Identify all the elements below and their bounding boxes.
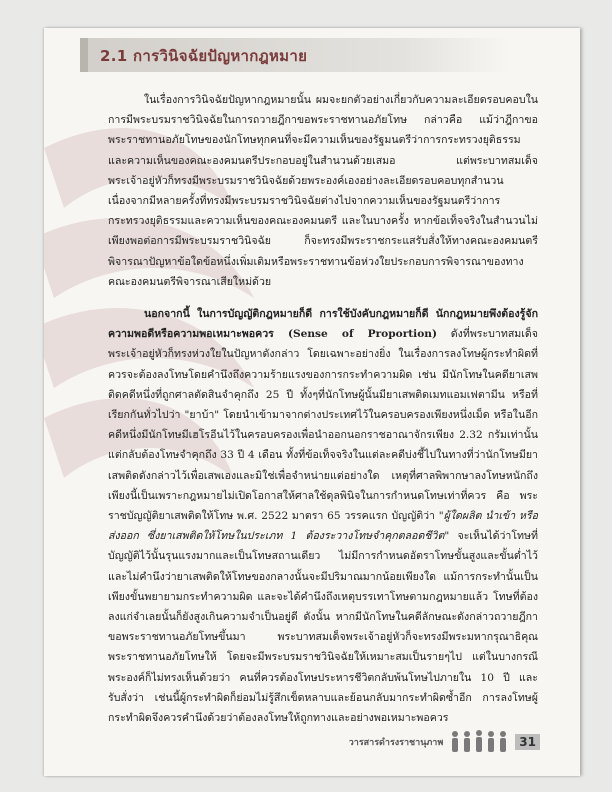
law-quote: "ผู้ใดผลิต นำเข้า หรือส่งออก ซึ่งยาเสพติดให้โทษในประเภท 1 ต้องระวางโทษจำคุกตลอดชีวิต" xyxy=(108,510,539,543)
paragraph-2-part-b: จะเห็นได้ว่าโทษที่บัญญัติไว้นั้นรุนแรงมากและเป็นโทษสถานเดียว ไม่มีการกำหนดอัตราโทษขั้นสูงและขั้นต่ำไว้ และไม่คำนึงว่ายาเสพติดให้โทษของกลางนั้นจะมีปริมาณมากน้อยเพียงใด แม้การกระทำนั้นเป็นเพียงขั้นพยายามกระทำความผิด และจะได้คำนึงถึงเหตุบรรเทาโทษตามกฎหมายแล้ว โทษที่ต้องลงแก่จำเลยนั้นก็ยังสูงเกินความจำเป็นอยู่ดี ดังนั้น หากมีนักโทษในคดีลักษณะดังกล่าวถวายฎีกาขอพระราชทานอภัยโทษขึ้นมา พระบาทสมเด็จพระเจ้าอยู่หัวก็จะทรงมีพระมหากรุณาธิคุณพระราชทานอภัยโทษให้ โดยจะมีพระบรมราชวินิจฉัยให้เหมาะสมเป็นรายๆไป แต่ในบางกรณีพระองค์ก็ไม่ทรงเห็นด้วยว่า คนที่ควรต้องโทษประหารชีวิตกลับพ้นโทษไปภายใน 10 ปี และรับสั่งว่า เช่นนี้ผู้กระทำผิดก็ย่อมไม่รู้สึกเข็ดหลาบและย้อนกลับมากระทำผิดซ้ำอีก การลงโทษผู้กระทำผิดจึงควรคำนึงด้วยว่าต้องลงโทษให้ถูกทางและอย่างพอเหมาะพอควร xyxy=(108,530,538,725)
paragraph-2-part-a: ดังที่พระบาทสมเด็จพระเจ้าอยู่หัวก็ทรงห่วงใยในปัญหาดังกล่าว โดยเฉพาะอย่างยิ่ง ในเรื่องการลงโทษผู้กระทำผิดที่ควรจะต้องลงโทษโดยคำนึงถึงความร้ายแรงของการกระทำความผิด เช่น มีนักโทษในคดียาเสพติดคดีหนึ่งที่ถูกศาลตัดสินจำคุกถึง 25 ปี ทั้งๆที่นักโทษผู้นั้นมียาเสพติดเมทแอมเฟตามีน หรือที่เรียกกันทั่วไปว่า "ยาบ้า" โดยนำเข้ามาจากต่างประเทศไว้ในครอบครองเพียงหนึ่งเม็ด หรือในอีกคดีหนึ่งมีนักโทษมีเฮโรอีนไว้ในครอบครองเพื่อนำออกนอกราชอาณาจักรเพียง 2.32 กรัมเท่านั้น แต่กลับต้องโทษจำคุกถึง 33 ปี 4 เดือน ทั้งที่ข้อเท็จจริงในแต่ละคดีบ่งชี้ไปในทางที่ว่านักโทษมียาเสพติดดังกล่าวไว้เพื่อเสพเองและมิใช่เพื่อจำหน่ายแต่อย่างใด เหตุที่ศาลพิพากษาลงโทษหนักถึงเพียงนี้เป็นเพราะกฎหมายไม่เปิดโอกาสให้ศาลใช้ดุลพินิจในการกำหนดโทษเท่าที่ควร คือ พระราชบัญญัติยาเสพติดให้โทษ พ.ศ. 2522 มาตรา 65 วรรคแรก บัญญัติว่า xyxy=(108,328,538,523)
page-footer xyxy=(349,728,540,756)
journal-name: วารสารดำรงราชานุภาพ xyxy=(348,738,444,748)
section-title: 2.1 การวินิจฉัยปัญหากฎหมาย xyxy=(100,47,308,65)
paragraph-2 xyxy=(108,304,538,728)
body-text xyxy=(108,90,538,740)
people-group-icon xyxy=(449,729,513,755)
page-number: 31 xyxy=(515,734,540,750)
document-page xyxy=(44,28,580,776)
paragraph-2-lead: นอกจากนี้ ในการบัญญัติกฎหมายก็ดี การใช้บังคับกฎหมายก็ดี นักกฎหมายพึงต้องรู้จักความพอดีหรือความพอเหมาะพอควร (Sense of Proportion) xyxy=(108,308,538,341)
paragraph-1: ในเรื่องการวินิจฉัยปัญหากฎหมายนั้น ผมจะยกตัวอย่างเกี่ยวกับความละเอียดรอบคอบในการมีพระบรมราชวินิจฉัยในการถวายฎีกาขอพระราชทานอภัยโทษ กล่าวคือ แม้ว่าฎีกาขอพระราชทานอภัยโทษของนักโทษทุกคนที่จะมีความเห็นของรัฐมนตรีว่าการกระทรวงยุติธรรมและความเห็นของคณะองคมนตรีประกอบอยู่ในสำนวนด้วยเสมอ แต่พระบาทสมเด็จพระเจ้าอยู่หัวก็ทรงมีพระบรมราชวินิจฉัยด้วยพระองค์เองอย่างละเอียดรอบคอบทุกสำนวน เนื่องจากมีหลายครั้งที่ทรงมีพระบรมราชวินิจฉัยต่างไปจากความเห็นของรัฐมนตรีว่าการกระทรวงยุติธรรมและความเห็นของคณะองคมนตรี และในบางครั้ง หากข้อเท็จจริงในสำนวนไม่เพียงพอต่อการมีพระบรมราชวินิจฉัย ก็จะทรงมีพระราชกระแสรับสั่งให้ทางคณะองคมนตรีพิจารณาปัญหาข้อใดข้อหนึ่งเพิ่มเติมหรือพระราชทานข้อห่วงใยประกอบการพิจารณาของทางคณะองคมนตรีพิจารณาเสียใหม่ด้วย xyxy=(108,94,538,288)
